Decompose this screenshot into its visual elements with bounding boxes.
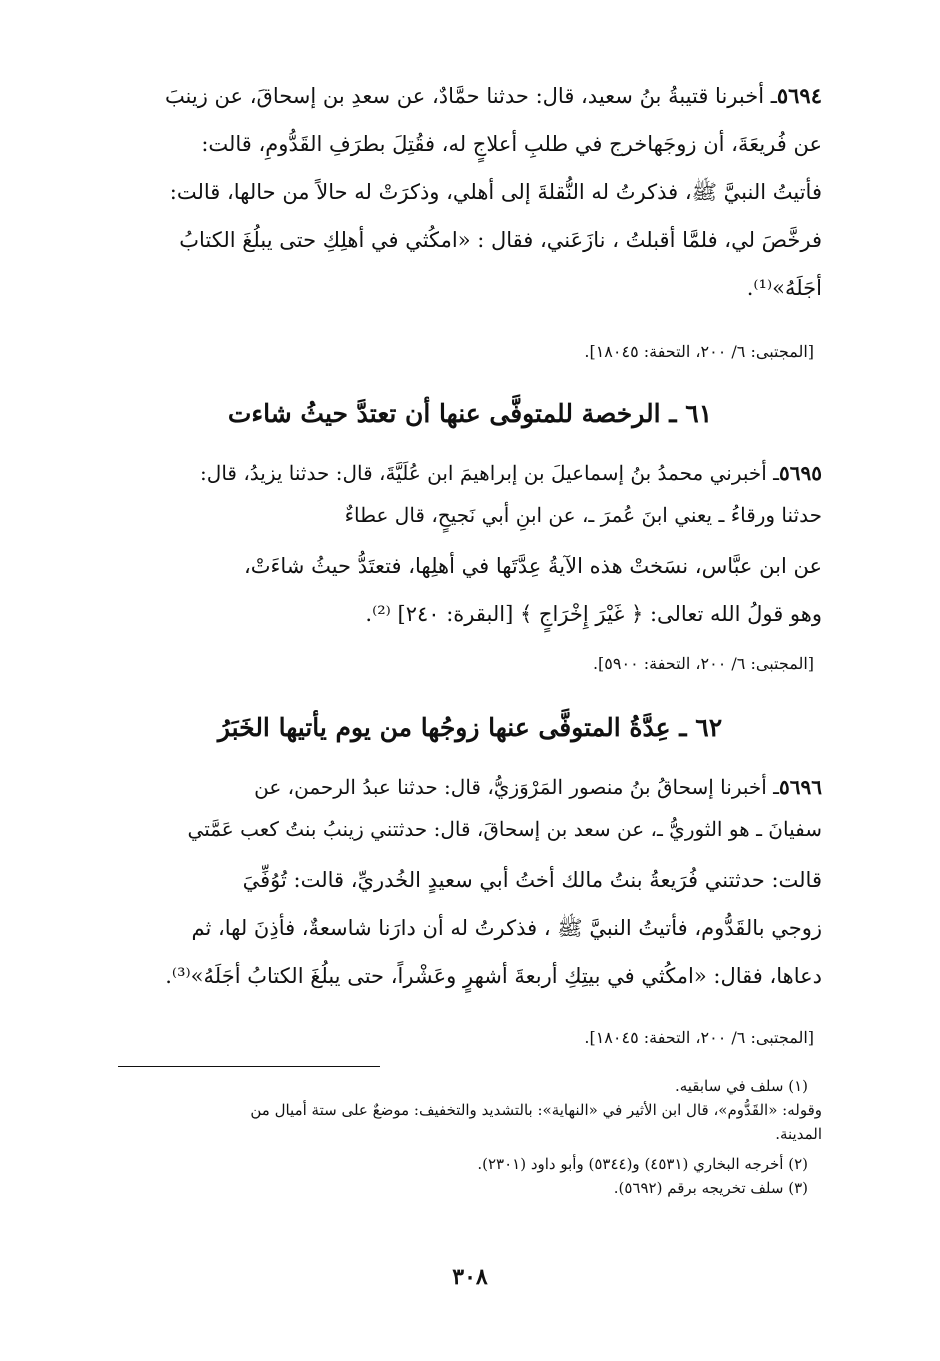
- hadith-line: ٥٦٩٤ـ أخبرنا قتيبةُ بنُ سعيد، قال: حدثنا حمَّادٌ، عن سعدِ بن إسحاقَ، عن زينبَ: [164, 83, 822, 108]
- hadith-5696: [118, 766, 822, 850]
- hadith-line: سفيانَ ـ هو الثوريُّ ـ، عن سعد بن إسحاقَ، قال: حدثتني زينبُ بنتُ كعب عَمَّتي: [187, 817, 822, 841]
- hadith-line: وهو قولُ الله تعالى: ﴿ غَيْرَ إِخْرَاجٍ ﴾ [البقرة: ٢٤٠] ⁽²⁾.: [365, 602, 822, 626]
- hadith-line: عن فُريعَةَ، أن زوجَهاخرج في طلبِ أعلاجٍ له، فقُتِلَ بطرَفِ القَدُّومِ، قالت:: [201, 132, 822, 156]
- hadith-line: قالت: حدثتني فُرَيعةُ بنتُ مالك أختُ أبي سعيدٍ الخُدريِّ، قالت: تُوُفِّيَ: [242, 868, 822, 892]
- hadith-5695: [118, 452, 822, 536]
- citation: [المجتبى: ٦/ ٢٠٠، التحفة: ١٨٠٤٥].: [584, 342, 814, 361]
- hadith-line: ٥٦٩٥ـ أخبرني محمدُ بنُ إسماعيلَ بن إبراهيمَ ابن عُلَيَّةَ، قال: حدثنا يزيدُ، قال:: [200, 461, 822, 485]
- hadith-number: ٥٦٩٤: [776, 83, 822, 108]
- hadith-line: زوجي بالقَدُّوم، فأتيتُ النبيَّ ﷺ ، فذكرتُ له أن دارَنا شاسعةٌ، فأذِنَ لها، ثم: [191, 916, 822, 940]
- hadith-number: ٥٦٩٥: [779, 461, 822, 485]
- hadith-line: ٥٦٩٦ـ أخبرنا إسحاقُ بنُ منصور المَرْوَزيُّ، قال: حدثنا عبدُ الرحمن، عن: [254, 775, 822, 799]
- citation: [المجتبى: ٦/ ٢٠٠، التحفة: ٥٩٠٠].: [592, 654, 814, 673]
- footnote: (٣) سلف تخريجه برقم (٥٦٩٢).: [613, 1179, 808, 1197]
- footnote: (٢) أخرجه البخاري (٤٥٣١) و(٥٣٤٤) وأبو داود (٢٣٠١).: [477, 1155, 808, 1173]
- page-number: ٣٠٨: [452, 1264, 488, 1290]
- hadith-line: أجَلَهُ»⁽¹⁾.: [746, 276, 822, 300]
- hadith-line: فرخَّصَ لي، فلمَّا أقبلتُ ، نازَعَني، فقال : «امكُثي في أهلِكِ حتى يبلُغَ الكتابُ: [179, 228, 822, 252]
- hadith-number: ٥٦٩٦: [779, 775, 822, 799]
- hadith-line: دعاها، فقال: «امكُثي في بيتِكِ أربعةَ أشهرٍ وعَشْراً، حتى يبلُغَ الكتابُ أجَلَهُ»⁽³⁾.: [165, 964, 822, 988]
- footnote: وقوله: «القَدُّوم»، قال ابن الأثير في «النهاية»: بالتشديد والتخفيف: موضعٌ على ستة أميال من: [250, 1101, 822, 1119]
- citation: [المجتبى: ٦/ ٢٠٠، التحفة: ١٨٠٤٥].: [584, 1028, 814, 1047]
- footnotes: [118, 1074, 822, 1200]
- chapter-heading: ٦١ ـ الرخصة للمتوفَّى عنها أن تعتدَّ حيثُ شاءت: [227, 399, 713, 428]
- hadith-5695-text: [118, 542, 822, 638]
- chapter-heading: ٦٢ ـ عِدَّةُ المتوفَّى عنها زوجُها من يوم يأتيها الخَبَرُ: [217, 713, 723, 742]
- hadith-5696-text: [118, 856, 822, 1000]
- hadith-line: حدثنا ورقاءُ ـ يعني ابنَ عُمرَ ـ، عن ابنِ أبي نَجيحٍ، قال عطاءٌ: [344, 503, 822, 527]
- hadith-line: عن ابن عبَّاس، نسَختْ هذه الآيةُ عِدَّتَها في أهلِها، فتعتَدُّ حيثُ شاءَتْ،: [243, 554, 822, 578]
- footnote-divider: [118, 1066, 380, 1067]
- hadith-line: فأتيتُ النبيَّ ﷺ، فذكرتُ له النُّقلةَ إلى أهلي، وذكرَتْ له حالاً من حالها، قالت:: [169, 180, 822, 204]
- footnote: المدينة.: [775, 1125, 822, 1143]
- hadith-5694: [118, 72, 822, 312]
- footnote: (١) سلف في سابقيه.: [674, 1077, 808, 1095]
